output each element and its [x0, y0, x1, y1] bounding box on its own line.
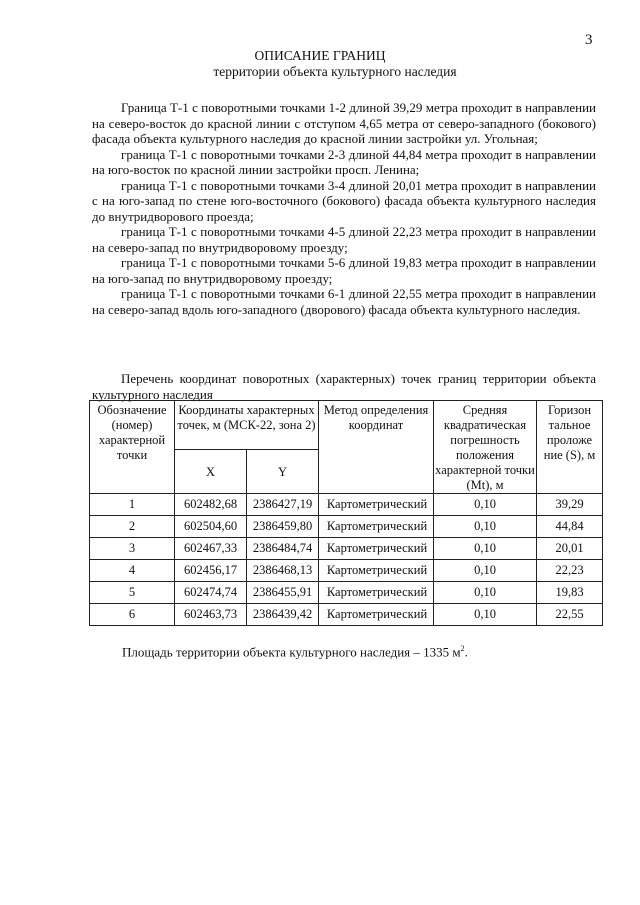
cell-y: 2386484,74 — [247, 538, 319, 560]
cell-x: 602463,73 — [175, 604, 247, 626]
title-line-2: территории объекта культурного наследия — [213, 64, 457, 79]
paragraph: Граница Т-1 с поворотными точками 1-2 длиной 39,29 метра проходит в направлении на северо-восток до красной линии с отступом 4,65 метра от северо-западного (бокового) фасада объекта культурного наследия до красной линии застройки ул. Угольная; — [92, 100, 596, 146]
cell-y: 2386427,19 — [247, 494, 319, 516]
document-title — [0, 48, 640, 80]
cell-method: Картометрический — [319, 516, 434, 538]
header-coords: Координаты характерных точек, м (МСК-22, зона 2) — [175, 401, 319, 450]
header-y: Y — [247, 450, 319, 494]
cell-y: 2386459,80 — [247, 516, 319, 538]
cell-error: 0,10 — [434, 560, 537, 582]
paragraph: граница Т-1 с поворотными точками 2-3 длиной 44,84 метра проходит в направлении на юго-восток по красной линии застройки просп. Ленина; — [92, 146, 596, 177]
cell-distance: 19,83 — [537, 582, 603, 604]
coordinates-table — [89, 400, 603, 626]
cell-method: Картометрический — [319, 604, 434, 626]
boundary-description — [92, 100, 596, 317]
cell-distance: 22,55 — [537, 604, 603, 626]
cell-distance: 44,84 — [537, 516, 603, 538]
cell-point: 3 — [90, 538, 175, 560]
cell-point: 5 — [90, 582, 175, 604]
cell-error: 0,10 — [434, 516, 537, 538]
cell-point: 4 — [90, 560, 175, 582]
cell-point: 2 — [90, 516, 175, 538]
coordinates-list-intro: Перечень координат поворотных (характерных) точек границ территории объекта культурного наследия — [92, 371, 596, 402]
cell-method: Картометрический — [319, 494, 434, 516]
paragraph: граница Т-1 с поворотными точками 5-6 длиной 19,83 метра проходит в направлении на юго-запад по внутридворовому проезду; — [92, 255, 596, 286]
cell-method: Картометрический — [319, 538, 434, 560]
header-method: Метод определения координат — [319, 401, 434, 494]
title-line-1: ОПИСАНИЕ ГРАНИЦ — [254, 48, 386, 63]
table-row — [90, 560, 603, 582]
header-x: X — [175, 450, 247, 494]
cell-error: 0,10 — [434, 538, 537, 560]
cell-x: 602504,60 — [175, 516, 247, 538]
cell-error: 0,10 — [434, 604, 537, 626]
area-end: . — [464, 644, 468, 660]
cell-point: 1 — [90, 494, 175, 516]
cell-error: 0,10 — [434, 582, 537, 604]
cell-y: 2386455,91 — [247, 582, 319, 604]
cell-distance: 22,23 — [537, 560, 603, 582]
header-distance: Горизон тальное проложе ние (S), м — [537, 401, 603, 494]
cell-x: 602482,68 — [175, 494, 247, 516]
page-number: 3 — [585, 32, 593, 48]
cell-x: 602456,17 — [175, 560, 247, 582]
area-unit-exponent: 2 — [460, 644, 465, 653]
table-row — [90, 516, 603, 538]
header-error: Средняя квадратическая погрешность положения характерной точки (Mt), м — [434, 401, 537, 494]
paragraph: граница Т-1 с поворотными точками 6-1 длиной 22,55 метра проходит в направлении на северо-запад вдоль юго-западного (дворового) фасада объекта культурного наследия. — [92, 286, 596, 317]
table-row — [90, 494, 603, 516]
cell-y: 2386468,13 — [247, 560, 319, 582]
table-row — [90, 538, 603, 560]
territory-area — [122, 644, 468, 660]
area-text: Площадь территории объекта культурного наследия – 1335 м — [122, 644, 461, 660]
table-row — [90, 582, 603, 604]
table-row — [90, 604, 603, 626]
cell-error: 0,10 — [434, 494, 537, 516]
paragraph: граница Т-1 с поворотными точками 3-4 длиной 20,01 метра проходит в направлении с на юго-запад по стене юго-восточного (бокового) фасада объекта культурного наследия до внутридворового проезда; — [92, 177, 596, 224]
cell-x: 602467,33 — [175, 538, 247, 560]
cell-distance: 20,01 — [537, 538, 603, 560]
paragraph: граница Т-1 с поворотными точками 4-5 длиной 22,23 метра проходит в направлении на северо-запад по внутридворовому проезду; — [92, 224, 596, 255]
cell-point: 6 — [90, 604, 175, 626]
cell-method: Картометрический — [319, 582, 434, 604]
cell-method: Картометрический — [319, 560, 434, 582]
cell-distance: 39,29 — [537, 494, 603, 516]
cell-x: 602474,74 — [175, 582, 247, 604]
cell-y: 2386439,42 — [247, 604, 319, 626]
header-point: Обозначение (номер) характерной точки — [90, 401, 175, 494]
